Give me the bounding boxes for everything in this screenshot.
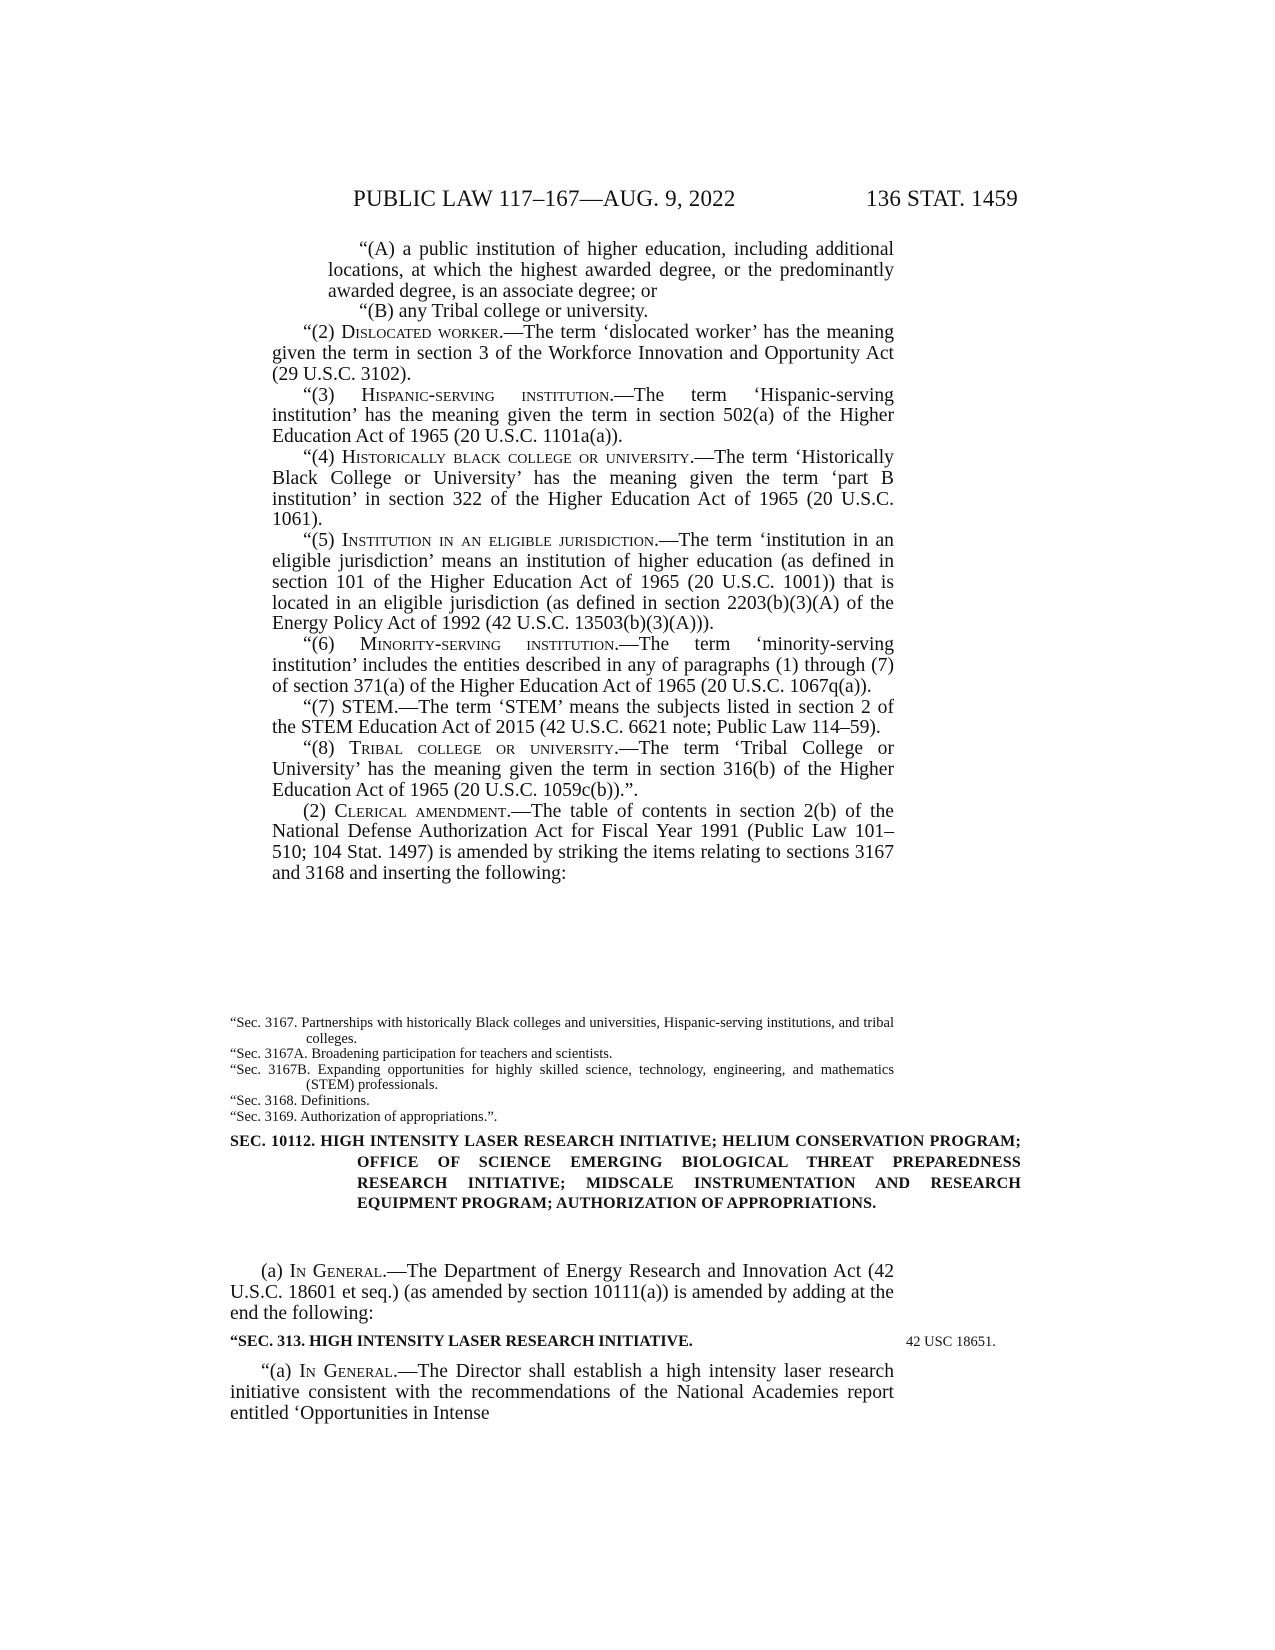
section-heading: SEC. 10112. HIGH INTENSITY LASER RESEARCH INITIATIVE; HELIUM CONSERVATION PROGRAM; OFFICE OF SCIENCE EMERGING BIOLOGICAL THREAT PREPAREDNESS RESEARCH INITIATIVE; MIDSCALE INSTRUMENTATION AND RESEARCH EQUIPMENT PROGRAM; AUTHORIZATION OF APPROPRIATIONS. (230, 1133, 1021, 1213)
paragraph-4-number: “(4) (303, 446, 342, 468)
paragraph-2-number: “(2) (303, 322, 342, 344)
paragraph-5-text: .—The term ‘institution in an eligible jurisdiction’ means an institution of higher education (as defined in section 101 of the Higher Education Act of 1965 (20 U.S.C. 1001)) that is located in an eligible jurisdiction (as defined in section 2203(b)(3)(A) of the Energy Policy Act of 1992 (42 U.S.C. 13503(b)(3)(A))). (272, 530, 894, 635)
clerical-amendment (272, 802, 894, 885)
section-313-number: “(a) (261, 1361, 300, 1382)
paragraph-4-heading: Historically black college or university (341, 446, 690, 468)
paragraph-4-text: .—The term ‘Historically Black College or University’ has the meaning given the term ‘part B institution’ in section 322 of the Higher Education Act of 1965 (20 U.S.C. 1061). (272, 446, 894, 531)
paragraph-3 (272, 386, 894, 448)
running-head-right: 136 STAT. 1459 (866, 186, 1018, 211)
section-a-paragraph (230, 1262, 894, 1324)
margin-note: 42 USC 18651. (906, 1334, 996, 1350)
paragraph-7: “(7) STEM.—The term ‘STEM’ means the subjects listed in section 2 of the STEM Education Act of 2015 (42 U.S.C. 6621 note; Public Law 114–59). (272, 696, 894, 739)
paragraph-8-text: .—The term ‘Tribal College or University’ has the meaning given the term in section 316(b) of the Higher Education Act of 1965 (20 U.S.C. 1059c(b)).”. (272, 738, 894, 801)
toc-item: “Sec. 3168. Definitions. (230, 1092, 370, 1109)
toc-item: “Sec. 3167B. Expanding opportunities for highly skilled science, technology, engineering, and mathematics (STEM) professionals. (230, 1061, 894, 1094)
paragraph-4 (272, 448, 894, 531)
section-313-paragraph (230, 1362, 894, 1424)
definitions-body (272, 240, 894, 885)
toc-item: “Sec. 3167A. Broadening participation for teachers and scientists. (230, 1046, 613, 1063)
paragraph-2 (272, 323, 894, 385)
toc-item: “Sec. 3167. Partnerships with historically Black colleges and universities, Hispanic-serving institutions, and tribal colleges. (230, 1015, 894, 1047)
section-a-text: .—The Department of Energy Research and Innovation Act (42 U.S.C. 18601 et seq.) (as amended by section 10111(a)) is amended by adding at the end the following: (230, 1261, 894, 1324)
section-313-heading: In General (299, 1361, 393, 1382)
subsection-heading: “SEC. 313. HIGH INTENSITY LASER RESEARCH INITIATIVE. (230, 1333, 693, 1350)
section-a-heading: In General (289, 1261, 383, 1282)
paragraph-6-number: “(6) (303, 634, 360, 656)
paragraph-6 (272, 635, 894, 697)
paragraph-5-heading: Institution in an eligible jurisdiction (341, 530, 654, 552)
paragraph-2-heading: Dislocated worker (341, 322, 499, 344)
paragraph-a: “(A) a public institution of higher education, including additional locations, at which the highest awarded degree, or the predominantly awarded degree, is an associate degree; or (328, 239, 894, 302)
paragraph-6-text: .—The term ‘minority-serving institution’ includes the entities described in any of paragraphs (1) through (7) of section 371(a) of the Higher Education Act of 1965 (20 U.S.C. 1067q(a)). (272, 634, 894, 697)
paragraph-3-number: “(3) (303, 384, 362, 406)
section-313-text: .—The Director shall establish a high intensity laser research initiative consistent with the recommendations of the National Academies report entitled ‘Opportunities in Intense (230, 1361, 894, 1424)
paragraph-8 (272, 739, 894, 801)
paragraph-6-heading: Minority-serving institution (359, 634, 615, 656)
paragraph-3-heading: Hispanic-serving institution (361, 384, 610, 406)
clerical-amendment-text: .—The table of contents in section 2(b) of the National Defense Authorization Act for Fiscal Year 1991 (Public Law 101–510; 104 Stat. 1497) is amended by striking the items relating to sections 3167 and 3168 and inserting the following: (272, 800, 894, 884)
running-head-left: PUBLIC LAW 117–167—AUG. 9, 2022 (353, 186, 736, 211)
section-313-body (230, 1362, 894, 1424)
section-a-number: (a) (261, 1261, 290, 1282)
paragraph-2-text: .—The term ‘dislocated worker’ has the meaning given the term in section 3 of the Workforce Innovation and Opportunity Act (29 U.S.C. 3102). (272, 322, 894, 385)
section-a-body (230, 1262, 894, 1324)
paragraph-5 (272, 531, 894, 635)
toc-item: “Sec. 3169. Authorization of appropriations.”. (230, 1108, 498, 1125)
clerical-amendment-number: (2) (303, 800, 335, 822)
paragraph-8-heading: Tribal college or university (349, 738, 614, 760)
paragraph-b: “(B) any Tribal college or university. (359, 301, 649, 323)
clerical-amendment-heading: Clerical amendment (334, 800, 507, 822)
paragraph-8-number: “(8) (303, 738, 350, 760)
paragraph-3-text: .—The term ‘Hispanic-serving institution’ has the meaning given the term in section 502(a) of the Higher Education Act of 1965 (20 U.S.C. 1101a(a)). (272, 384, 894, 448)
table-of-contents (230, 1016, 894, 1125)
paragraph-5-number: “(5) (303, 530, 342, 552)
